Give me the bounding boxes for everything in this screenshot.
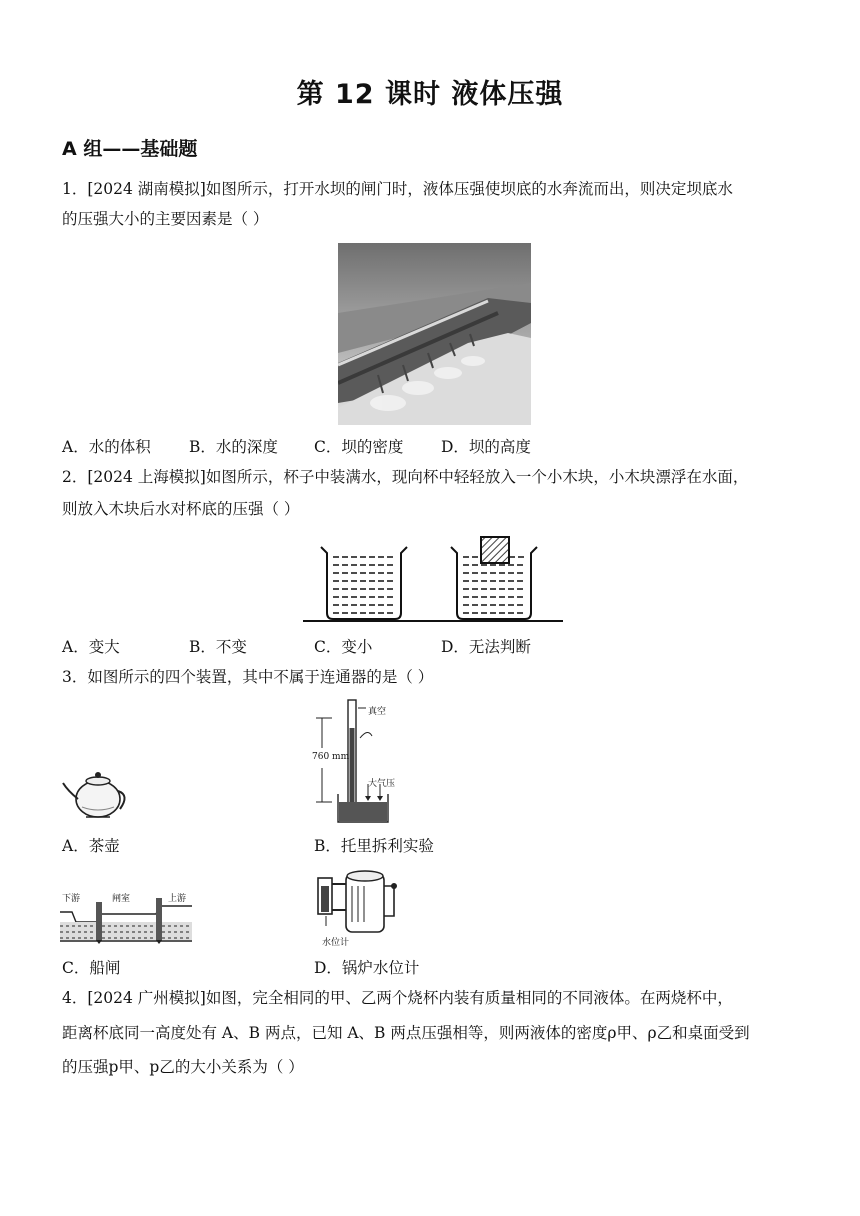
cups-figure bbox=[303, 535, 565, 627]
page-title: 第 12 课时 液体压强 bbox=[296, 79, 564, 110]
height-label: 760 mm bbox=[312, 752, 350, 762]
question-3-option-a: A．茶壶 bbox=[62, 837, 120, 855]
question-2-option-d: D．无法判断 bbox=[441, 638, 531, 656]
upstream-label: 上游 bbox=[168, 894, 187, 904]
question-2-option-b: B．不变 bbox=[189, 638, 247, 656]
gauge-label: 水位计 bbox=[322, 938, 350, 948]
boiler-figure bbox=[312, 866, 404, 936]
question-1-line-1: 1．[2024 湖南模拟]如图所示，打开水坝的闸门时，液体压强使坝底的水奔流而出，则决定坝底水 bbox=[62, 180, 733, 198]
question-1-option-a: A．水的体积 bbox=[62, 438, 151, 456]
dam-photo bbox=[338, 243, 531, 425]
question-2-option-c: C．变小 bbox=[314, 638, 373, 656]
question-1-option-b: B．水的深度 bbox=[189, 438, 278, 456]
question-3-option-c: C．船闸 bbox=[62, 959, 121, 977]
question-3-option-d: D．锅炉水位计 bbox=[314, 959, 420, 977]
question-2-option-a: A．变大 bbox=[62, 638, 120, 656]
atm-label: 大气压 bbox=[368, 779, 396, 789]
teapot-figure bbox=[60, 765, 132, 823]
section-heading: A 组——基础题 bbox=[62, 138, 198, 160]
chamber-label: 闸室 bbox=[112, 894, 131, 904]
question-1-line-2: 的压强大小的主要因素是（ ） bbox=[62, 210, 269, 228]
question-4-line-3: 的压强p甲、p乙的大小关系为（ ） bbox=[62, 1058, 304, 1076]
question-2-line-2: 则放入木块后水对杯底的压强（ ） bbox=[62, 500, 300, 518]
question-2-line-1: 2．[2024 上海模拟]如图所示，杯子中装满水，现向杯中轻轻放入一个小木块，小木块漂浮在水面， bbox=[62, 468, 749, 486]
question-3-line-1: 3．如图所示的四个装置，其中不属于连通器的是（ ） bbox=[62, 668, 434, 686]
wood-block bbox=[481, 537, 509, 563]
question-3-option-b: B．托里拆利实验 bbox=[314, 837, 434, 855]
downstream-label: 下游 bbox=[62, 894, 81, 904]
vacuum-label: 真空 bbox=[368, 707, 387, 717]
question-1-option-d: D．坝的高度 bbox=[441, 438, 531, 456]
question-4-line-2: 距离杯底同一高度处有 A、B 两点，已知 A、B 两点压强相等，则两液体的密度ρ甲、ρ乙和桌面受到 bbox=[62, 1024, 750, 1042]
question-1-option-c: C．坝的密度 bbox=[314, 438, 404, 456]
question-4-line-1: 4．[2024 广州模拟]如图，完全相同的甲、乙两个烧杯内装有质量相同的不同液体。在两烧杯中， bbox=[62, 989, 733, 1007]
